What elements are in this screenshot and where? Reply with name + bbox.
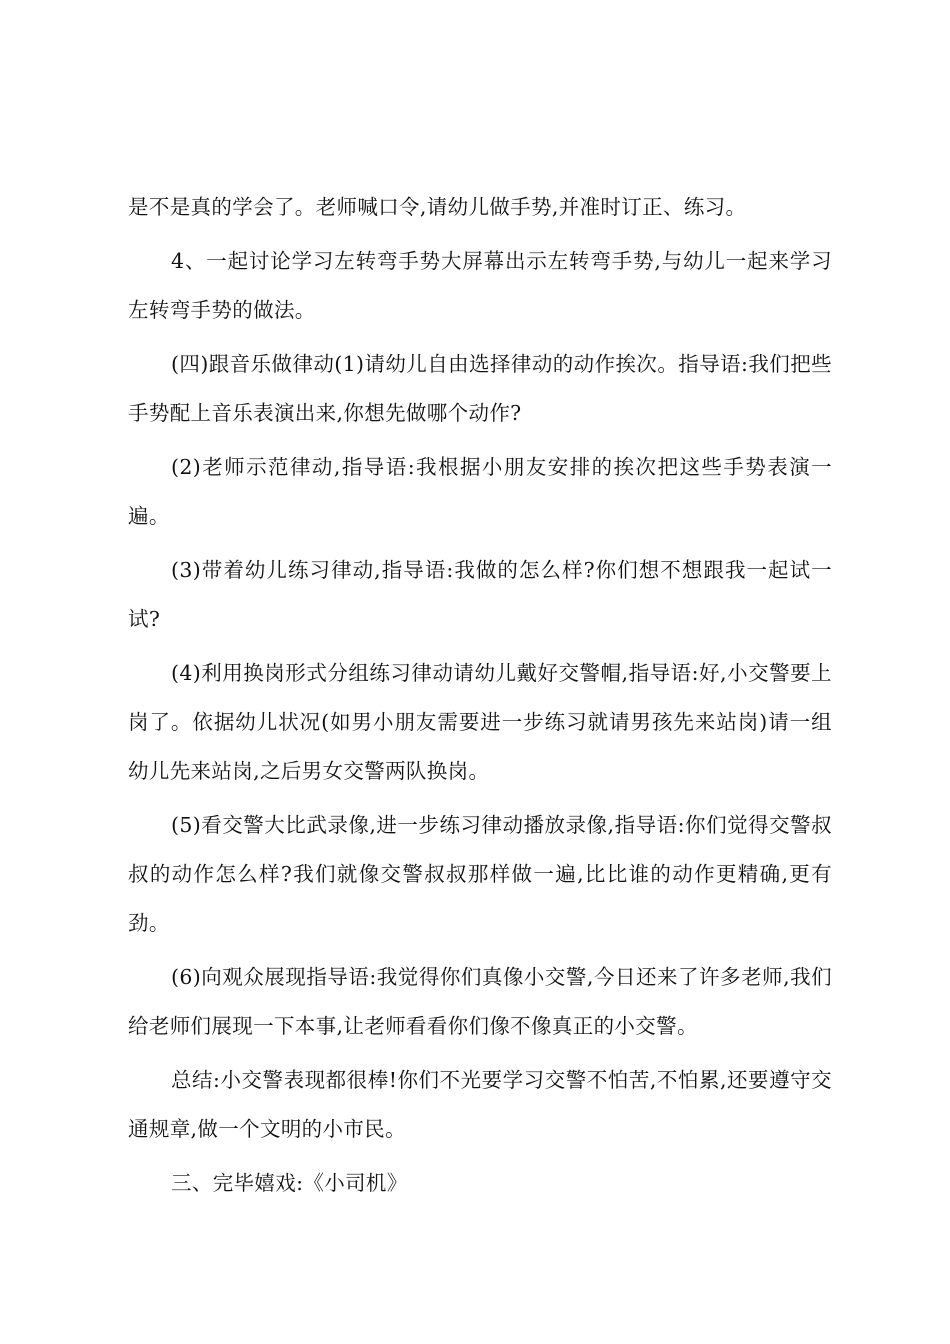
paragraph-section-3-game: 三、完毕嬉戏:《小司机》: [171, 1171, 408, 1195]
paragraph-section-4-rhythm: (四)跟音乐做律动(1)请幼儿自由选择律动的动作挨次。指导语:我们把些手势配上音乐表演出来,你想先做哪个动作?: [128, 352, 832, 425]
paragraph-step-4: 4、一起讨论学习左转弯手势大屏幕出示左转弯手势,与幼儿一起来学习左转弯手势的做法。: [128, 249, 832, 322]
paragraph-continuation: 是不是真的学会了。老师喊口令,请幼儿做手势,并准时订正、练习。: [128, 195, 747, 219]
paragraph-rhythm-2: (2)老师示范律动,指导语:我根据小朋友安排的挨次把这些手势表演一遍。: [128, 455, 832, 528]
paragraph-rhythm-4: (4)利用换岗形式分组练习律动请幼儿戴好交警帽,指导语:好,小交警要上岗了。依据幼儿状况(如男小朋友需要进一步练习就请男孩先来站岗)请一组幼儿先来站岗,之后男女交警两队换岗。: [128, 661, 832, 783]
paragraph-rhythm-6: (6)向观众展现指导语:我觉得你们真像小交警,今日还来了许多老师,我们给老师们展现一下本事,让老师看看你们像不像真正的小交警。: [128, 965, 832, 1038]
paragraph-rhythm-3: (3)带着幼儿练习律动,指导语:我做的怎么样?你们想不想跟我一起试一试?: [128, 558, 832, 631]
paragraph-summary: 总结:小交警表现都很棒!你们不光要学习交警不怕苦,不怕累,还要遵守交通规章,做一个文明的小市民。: [128, 1068, 832, 1141]
document-body: [128, 183, 832, 1213]
paragraph-rhythm-5: (5)看交警大比武录像,进一步练习律动播放录像,指导语:你们觉得交警叔叔的动作怎么样?我们就像交警叔叔那样做一遍,比比谁的动作更精确,更有劲。: [128, 813, 832, 935]
